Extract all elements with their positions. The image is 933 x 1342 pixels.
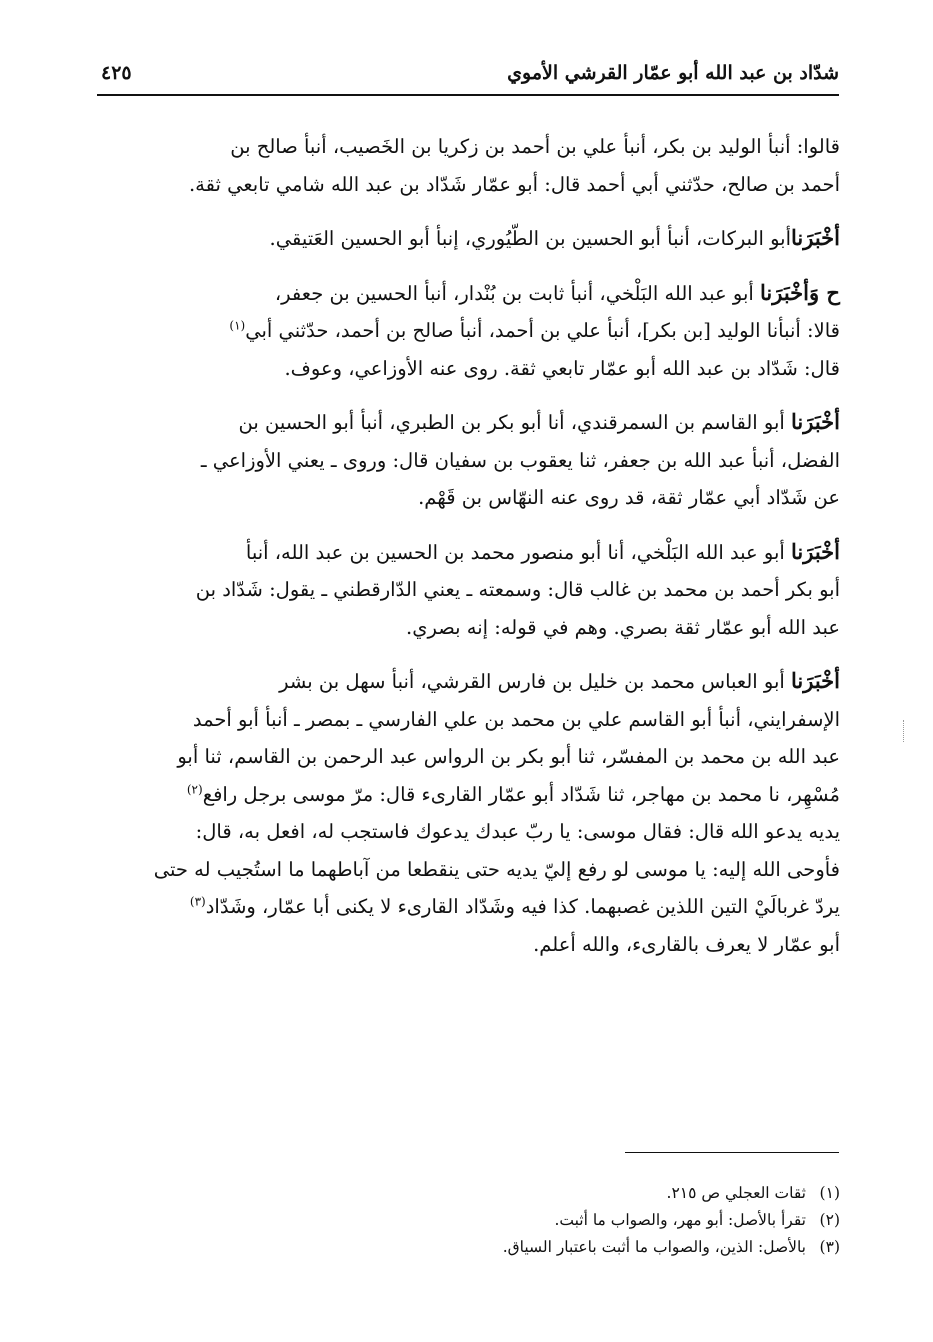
text-line: الإسفرايني، أنبأ أبو القاسم علي بن محمد بن علي الفارسي ـ بمصر ـ أنبأ أبو أحمد	[192, 707, 840, 731]
text-line	[95, 776, 840, 814]
footnote-divider	[625, 1152, 839, 1153]
paragraph-4	[95, 403, 840, 517]
footnote-text: تقرأ بالأصل: أبو مهر، والصواب ما أثبت.	[554, 1211, 806, 1229]
scan-margin-mark	[903, 720, 904, 742]
text-segment: أبو عبد الله البَلْخي، أنا أبو منصور محمد بن الحسين بن عبد الله، أنبأ	[245, 540, 785, 564]
page-number: ٤٢٥	[101, 62, 132, 84]
text-line	[95, 219, 840, 258]
footnote-number: (٣)	[819, 1238, 840, 1256]
text-segment: أبو العباس محمد بن خليل بن فارس القرشي، أنبأ سهل بن بشر	[279, 670, 785, 693]
paragraph-lead-word: أخْبَرَنا	[791, 409, 840, 434]
text-line: أحمد بن صالح، حدّثني أبي أحمد قال: أبو عمّار شَدّاد بن عبد الله شامي تابعي ثقة.	[188, 172, 840, 196]
text-line	[95, 888, 840, 926]
text-segment: مُسْهِر، نا محمد بن مهاجر، ثنا شَدّاد أبو عمّار القارىء قال: مرّ موسى برجل رافع	[202, 782, 840, 806]
text-line: عبد الله أبو عمّار ثقة بصري. وهم في قوله: إنه بصري.	[406, 615, 840, 639]
paragraph-lead-word: أخْبَرَنا	[791, 668, 840, 693]
paragraph-1	[95, 128, 840, 203]
paragraph-lead-word: ح وَأخْبَرَنا	[760, 279, 840, 305]
text-segment: قالا: أنبأنا الوليد [بن بكر]، أنبأ علي بن أحمد، أنبأ صالح بن أحمد، حدّثني أبي	[245, 319, 840, 342]
text-line	[95, 403, 840, 442]
text-line: الفضل، أنبأ عبد الله بن جعفر، ثنا يعقوب بن سفيان قال: وروى ـ يعني الأوزاعي ـ	[200, 448, 840, 472]
footnote-item	[95, 1180, 840, 1207]
paragraph-5	[95, 533, 840, 647]
text-line	[95, 312, 840, 350]
text-line	[95, 662, 840, 701]
footnote-text: بالأصل: الذين، والصواب ما أثبت باعتبار السياق.	[502, 1238, 806, 1256]
text-line: أبو بكر أحمد بن محمد بن غالب قال: وسمعته ـ يعني الدّارقطني ـ يقول: شَدّاد بن	[195, 578, 840, 601]
text-line: قال: شَدّاد بن عبد الله أبو عمّار تابعي ثقة. روى عنه الأوزاعي، وعوف.	[284, 356, 840, 380]
footnote-number: (٢)	[819, 1211, 840, 1229]
text-segment: يردّ غربالَيْ التين اللذين غصبهما. كذا فيه وشَدّاد القارىء لا يكنى أبا عمّار، وشَدّاد	[205, 895, 840, 918]
text-line	[95, 274, 840, 313]
paragraph-6	[95, 662, 840, 963]
footnote-text: ثقات العجلي ص ٢١٥.	[666, 1184, 806, 1202]
running-title: شدّاد بن عبد الله أبو عمّار القرشي الأموي	[507, 62, 839, 84]
text-segment: أبو القاسم بن السمرقندي، أنا أبو بكر بن الطبري، أنبأ أبو الحسين بن	[238, 411, 785, 434]
footnote-item	[95, 1234, 840, 1261]
text-line: قالوا: أنبأ الوليد بن بكر، أنبأ علي بن أحمد بن زكريا بن الخَصيب، أنبأ صالح بن	[230, 135, 840, 158]
text-line: عبد الله بن محمد بن المفسّر، ثنا أبو بكر بن الرواس عبد الرحمن بن القاسم، ثنا أبو	[177, 745, 840, 768]
footnote-item	[95, 1207, 840, 1234]
text-line	[95, 533, 840, 572]
text-line: أبو عمّار لا يعرف بالقارىء، والله أعلم.	[533, 932, 840, 956]
page-header	[97, 58, 839, 96]
text-line: فأوحى الله إليه: يا موسى لو رفع إليّ يديه حتى ينقطعا من آباطهما ما استُجيب له حتى	[153, 857, 840, 881]
paragraph-lead-word: أخْبَرَنا	[791, 225, 840, 250]
main-text	[95, 128, 840, 963]
footnotes	[95, 1180, 840, 1261]
footnote-number: (١)	[819, 1184, 840, 1202]
footnote-ref[interactable]: (١)	[229, 318, 246, 333]
paragraph-3	[95, 274, 840, 388]
footnote-ref[interactable]: (٣)	[189, 894, 206, 909]
text-line: يديه يدعو الله قال: فقال موسى: يا ربّ عبدك يدعوك فاستجب له، افعل به، قال:	[195, 820, 840, 843]
footnote-ref[interactable]: (٢)	[186, 782, 203, 796]
text-segment: أبو عبد الله البَلْخي، أنبأ ثابت بن بُنْدار، أنبأ الحسين بن جعفر،	[274, 281, 754, 305]
paragraph-2	[95, 219, 840, 258]
text-segment: أبو البركات، أنبأ أبو الحسين بن الطّيُوري، إنبأ أبو الحسين العَتيقي.	[269, 227, 792, 250]
paragraph-lead-word: أخْبَرَنا	[791, 538, 840, 564]
text-line: عن شَدّاد أبي عمّار ثقة، قد روى عنه النهّاس بن قَهْم.	[418, 486, 840, 509]
